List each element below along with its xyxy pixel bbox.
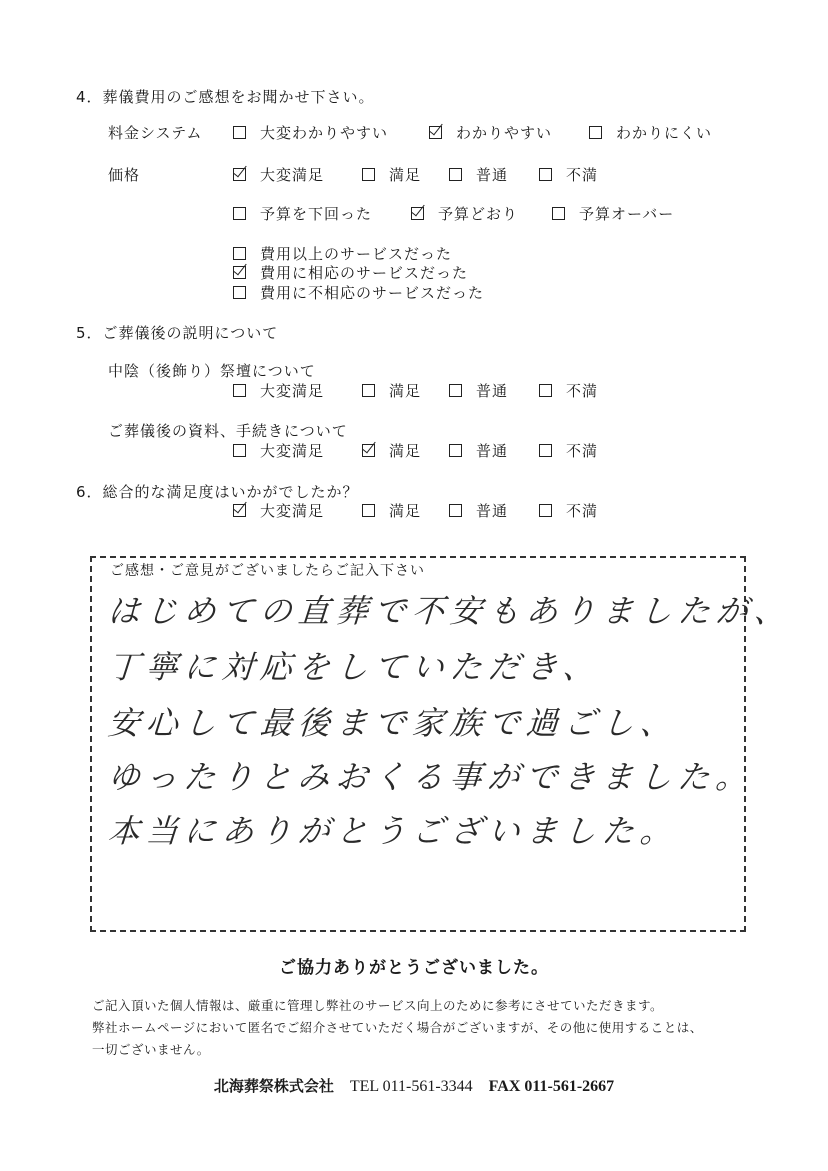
pricing-system-options	[233, 122, 712, 143]
q5-title: 5．ご葬儀後の説明について	[76, 324, 279, 342]
budget-option[interactable]: 予算オーバー	[552, 203, 674, 224]
checkbox[interactable]	[233, 286, 246, 299]
q4-title: 4．葬儀費用のご感想をお聞かせ下さい。	[76, 88, 375, 106]
value-option[interactable]: 費用に相応のサービスだった	[233, 262, 468, 283]
budget-option[interactable]: 予算どおり	[411, 203, 552, 224]
checkbox[interactable]	[449, 504, 462, 517]
altar-option[interactable]: 大変満足	[233, 380, 362, 401]
checkbox-checked[interactable]	[233, 504, 246, 517]
altar-option[interactable]: 不満	[539, 380, 598, 401]
comment-line: ゆったりとみおくる事ができました。	[106, 758, 755, 796]
price-option[interactable]: 普通	[449, 164, 539, 185]
price-label: 価格	[108, 166, 141, 184]
checkbox[interactable]	[233, 247, 246, 260]
documents-options	[233, 440, 598, 461]
overall-option[interactable]: 不満	[539, 500, 598, 521]
checkbox[interactable]	[539, 168, 552, 181]
overall-options	[233, 500, 598, 521]
documents-label: ご葬儀後の資料、手続きについて	[108, 422, 348, 440]
pricing-system-option[interactable]: わかりやすい	[429, 122, 589, 143]
pricing-system-option[interactable]: 大変わかりやすい	[233, 122, 429, 143]
documents-option[interactable]: 不満	[539, 440, 598, 461]
overall-option[interactable]: 大変満足	[233, 500, 362, 521]
price-option[interactable]: 大変満足	[233, 164, 362, 185]
documents-option[interactable]: 大変満足	[233, 440, 362, 461]
value-option[interactable]: 費用に不相応のサービスだった	[233, 282, 484, 303]
fax-number: FAX 011-561-2667	[488, 1078, 615, 1095]
checkbox[interactable]	[449, 384, 462, 397]
comment-line: 本当にありがとうございました。	[106, 812, 680, 850]
checkbox[interactable]	[233, 126, 246, 139]
footer	[0, 1075, 828, 1096]
comment-line: はじめての直葬で不安もありましたが、	[106, 592, 794, 630]
q6-title: 6．総合的な満足度はいかがでしたか？	[76, 483, 359, 501]
price-option[interactable]: 満足	[362, 164, 449, 185]
checkbox-checked[interactable]	[411, 207, 424, 220]
value-option[interactable]: 費用以上のサービスだった	[233, 243, 452, 264]
documents-option[interactable]: 満足	[362, 440, 449, 461]
checkbox[interactable]	[233, 384, 246, 397]
checkbox[interactable]	[539, 384, 552, 397]
comment-line: 丁寧に対応をしていただき、	[106, 648, 602, 686]
overall-option[interactable]: 満足	[362, 500, 449, 521]
privacy-note: 弊社ホームページにおいて匿名でご紹介させていただく場合がございますが、その他に使用することは、	[92, 1020, 703, 1035]
checkbox[interactable]	[539, 504, 552, 517]
pricing-system-label: 料金システム	[108, 124, 203, 142]
checkbox-checked[interactable]	[233, 168, 246, 181]
overall-option[interactable]: 普通	[449, 500, 539, 521]
pricing-system-option[interactable]: わかりにくい	[589, 122, 712, 143]
checkbox-checked[interactable]	[362, 444, 375, 457]
checkbox[interactable]	[362, 168, 375, 181]
altar-label: 中陰（後飾り）祭壇について	[108, 362, 316, 380]
comment-label: ご感想・ご意見がございましたらご記入下さい	[110, 563, 425, 579]
checkbox-checked[interactable]	[233, 266, 246, 279]
budget-options	[233, 203, 674, 224]
altar-option[interactable]: 普通	[449, 380, 539, 401]
altar-options	[233, 380, 598, 401]
budget-option[interactable]: 予算を下回った	[233, 203, 411, 224]
altar-option[interactable]: 満足	[362, 380, 449, 401]
checkbox[interactable]	[233, 444, 246, 457]
checkbox[interactable]	[362, 504, 375, 517]
checkbox[interactable]	[552, 207, 565, 220]
checkbox[interactable]	[449, 168, 462, 181]
comment-line: 安心して最後まで家族で過ごし、	[106, 704, 680, 742]
thanks-message: ご協力ありがとうございました。	[279, 958, 549, 978]
checkbox[interactable]	[449, 444, 462, 457]
checkbox-checked[interactable]	[429, 126, 442, 139]
privacy-note: ご記入頂いた個人情報は、厳重に管理し弊社のサービス向上のために参考にさせていただきます。	[92, 998, 664, 1013]
checkbox[interactable]	[589, 126, 602, 139]
checkbox[interactable]	[539, 444, 552, 457]
privacy-note: 一切ございません。	[92, 1042, 210, 1057]
company-name: 北海葬祭株式会社	[213, 1077, 334, 1095]
price-option[interactable]: 不満	[539, 164, 598, 185]
tel-number: TEL 011-561-3344	[349, 1078, 473, 1095]
price-options	[233, 164, 598, 185]
checkbox[interactable]	[233, 207, 246, 220]
documents-option[interactable]: 普通	[449, 440, 539, 461]
checkbox[interactable]	[362, 384, 375, 397]
